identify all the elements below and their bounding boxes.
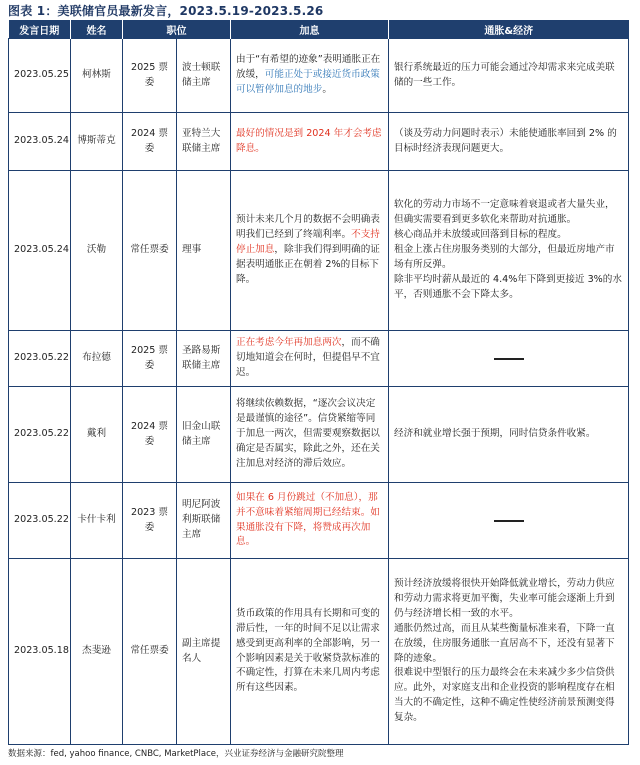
econ-paragraph: 经济和就业增长强于预期，同时信贷条件收紧。: [394, 428, 596, 440]
cell-hawk: [231, 559, 389, 745]
header-position: 职位: [123, 20, 231, 39]
cell-hawk: [231, 113, 389, 171]
hawk-text-segment: 将继续依赖数据，“逐次会议决定是最谨慎的途径”。信贷紧缩等同于加息一两次，但需要观察数据以确定是否属实，除此之外，还在关注加息对经济的滞后效应。: [236, 398, 380, 469]
econ-paragraph: 通胀仍然过高，而且从某些衡量标准来看，下降一直在放缓，住房服务通胀一直居高不下，还没有显著下降的迹象。: [394, 622, 615, 664]
empty-dash: [494, 358, 524, 360]
cell-date: 2023.05.18: [9, 559, 71, 745]
hawk-text-segment: 货币政策的作用具有长期和可变的滞后性，一年的时间不足以让需求感受到更高利率的全部影响，另一个影响因素是关于收紧贷款标准的不确定性，打算在未来几周内考虑所有这些因素。: [236, 607, 380, 694]
cell-vote: 2023 票委: [123, 483, 177, 559]
cell-title: 亚特兰大联储主席: [177, 113, 231, 171]
econ-paragraph: 除非平均时薪从最近的 4.4%年下降到更接近 3%的水平，否则通胀不会下降太多。: [394, 273, 622, 300]
cell-vote: 2024 票委: [123, 113, 177, 171]
hawk-text-segment: ，而不确切地知道会在何时，但提倡早不宜迟。: [236, 337, 380, 378]
cell-date: 2023.05.22: [9, 483, 71, 559]
cell-title: 波士顿联储主席: [177, 39, 231, 113]
cell-date: 2023.05.22: [9, 387, 71, 483]
cell-date: 2023.05.22: [9, 331, 71, 387]
hawk-text-segment: 由于“有希望的迹象”表明通胀正在放缓，: [236, 54, 381, 81]
cell-econ: [389, 113, 629, 171]
cell-title: 明尼阿波利斯联储主席: [177, 483, 231, 559]
table-row: [9, 39, 629, 113]
cell-econ: [389, 559, 629, 745]
econ-paragraph: 软化的劳动力市场不一定意味着衰退或者大量失业，但确实需要看到更多软化来帮助对抗通胀。: [394, 199, 615, 226]
figure-title: 图表 1：美联储官员最新发言，2023.5.19-2023.5.26: [8, 4, 324, 18]
cell-vote: 2024 票委: [123, 387, 177, 483]
cell-vote: 常任票委: [123, 171, 177, 331]
cell-name: 布拉德: [71, 331, 123, 387]
cell-date: 2023.05.24: [9, 171, 71, 331]
officials-speech-table: [8, 20, 629, 745]
cell-name: 柯林斯: [71, 39, 123, 113]
cell-econ: [389, 171, 629, 331]
cell-hawk: [231, 387, 389, 483]
table-row: [9, 113, 629, 171]
source-note: 数据来源：fed, yahoo finance, CNBC, MarketPlace，兴业证券经济与金融研究院整理: [8, 749, 344, 759]
econ-paragraph: 银行系统最近的压力可能会通过冷却需求来完成美联储的一些工作。: [394, 61, 615, 88]
header-name: 姓名: [71, 20, 123, 39]
header-date: 发言日期: [9, 20, 71, 39]
cell-title: 圣路易斯联储主席: [177, 331, 231, 387]
hawk-text-segment: 正在考虑今年再加息两次: [236, 337, 342, 349]
table-header-row: [9, 20, 629, 39]
cell-name: 杰斐逊: [71, 559, 123, 745]
cell-date: 2023.05.24: [9, 113, 71, 171]
cell-hawk: [231, 483, 389, 559]
table-row: [9, 171, 629, 331]
cell-title: 理事: [177, 171, 231, 331]
empty-dash: [494, 520, 524, 522]
cell-name: 博斯蒂克: [71, 113, 123, 171]
cell-name: 沃勒: [71, 171, 123, 331]
econ-paragraph: 很难说中型银行的压力最终会在未来减少多少信贷供应。此外，对家庭支出和企业投资的影响程度存在相当大的不确定性，这种不确定性使经济前景预测变得复杂。: [394, 667, 615, 723]
hawk-text-segment: ，除非我们得到明确的证据表明通胀正在朝着 2%的目标下降。: [236, 244, 380, 285]
header-hawk: 加息: [231, 20, 389, 39]
cell-vote: 常任票委: [123, 559, 177, 745]
cell-econ: [389, 331, 629, 387]
table-row: [9, 331, 629, 387]
cell-econ: [389, 387, 629, 483]
hawk-text-segment: 预计未来几个月的数据不会明确表明我们已经到了终端利率。: [236, 214, 380, 241]
econ-paragraph: （谈及劳动力问题时表示）未能使通胀率回到 2% 的目标时经济表现问题更大。: [394, 127, 617, 154]
econ-paragraph: 预计经济放缓将很快开始降低就业增长，劳动力供应和劳动力需求将更加平衡，失业率可能会逐渐上升到仍与经济增长相一致的水平。: [394, 578, 615, 619]
cell-vote: 2025 票委: [123, 39, 177, 113]
cell-econ: [389, 39, 629, 113]
hawk-text-segment: 最好的情况是到 2024 年才会考虑降息。: [236, 127, 382, 154]
cell-title: 副主席提名人: [177, 559, 231, 745]
header-econ: 通胀&经济: [389, 20, 629, 39]
table-row: [9, 387, 629, 483]
econ-paragraph: 租金上涨占住房服务类别的大部分，但最近房地产市场有所反弹。: [394, 244, 615, 270]
table-row: [9, 559, 629, 745]
hawk-text-segment: 。: [322, 83, 332, 95]
table-row: [9, 483, 629, 559]
cell-vote: 2025 票委: [123, 331, 177, 387]
cell-hawk: [231, 39, 389, 113]
econ-paragraph: 核心商品并未放缓或回落到目标的程度。: [394, 229, 567, 241]
cell-hawk: [231, 171, 389, 331]
cell-date: 2023.05.25: [9, 39, 71, 113]
cell-name: 卡什卡利: [71, 483, 123, 559]
hawk-text-segment: 不支持停止加息: [236, 229, 380, 256]
hawk-text-segment: 如果在 6 月份跳过（不加息），那并不意味着紧缩周期已经结束。如果通胀没有下降，将赞成再次加息。: [236, 491, 380, 548]
cell-name: 戴利: [71, 387, 123, 483]
cell-hawk: [231, 331, 389, 387]
cell-title: 旧金山联储主席: [177, 387, 231, 483]
cell-econ: [389, 483, 629, 559]
hawk-text-segment: 可能正处于或接近货币政策可以暂停加息的地步: [236, 69, 380, 95]
